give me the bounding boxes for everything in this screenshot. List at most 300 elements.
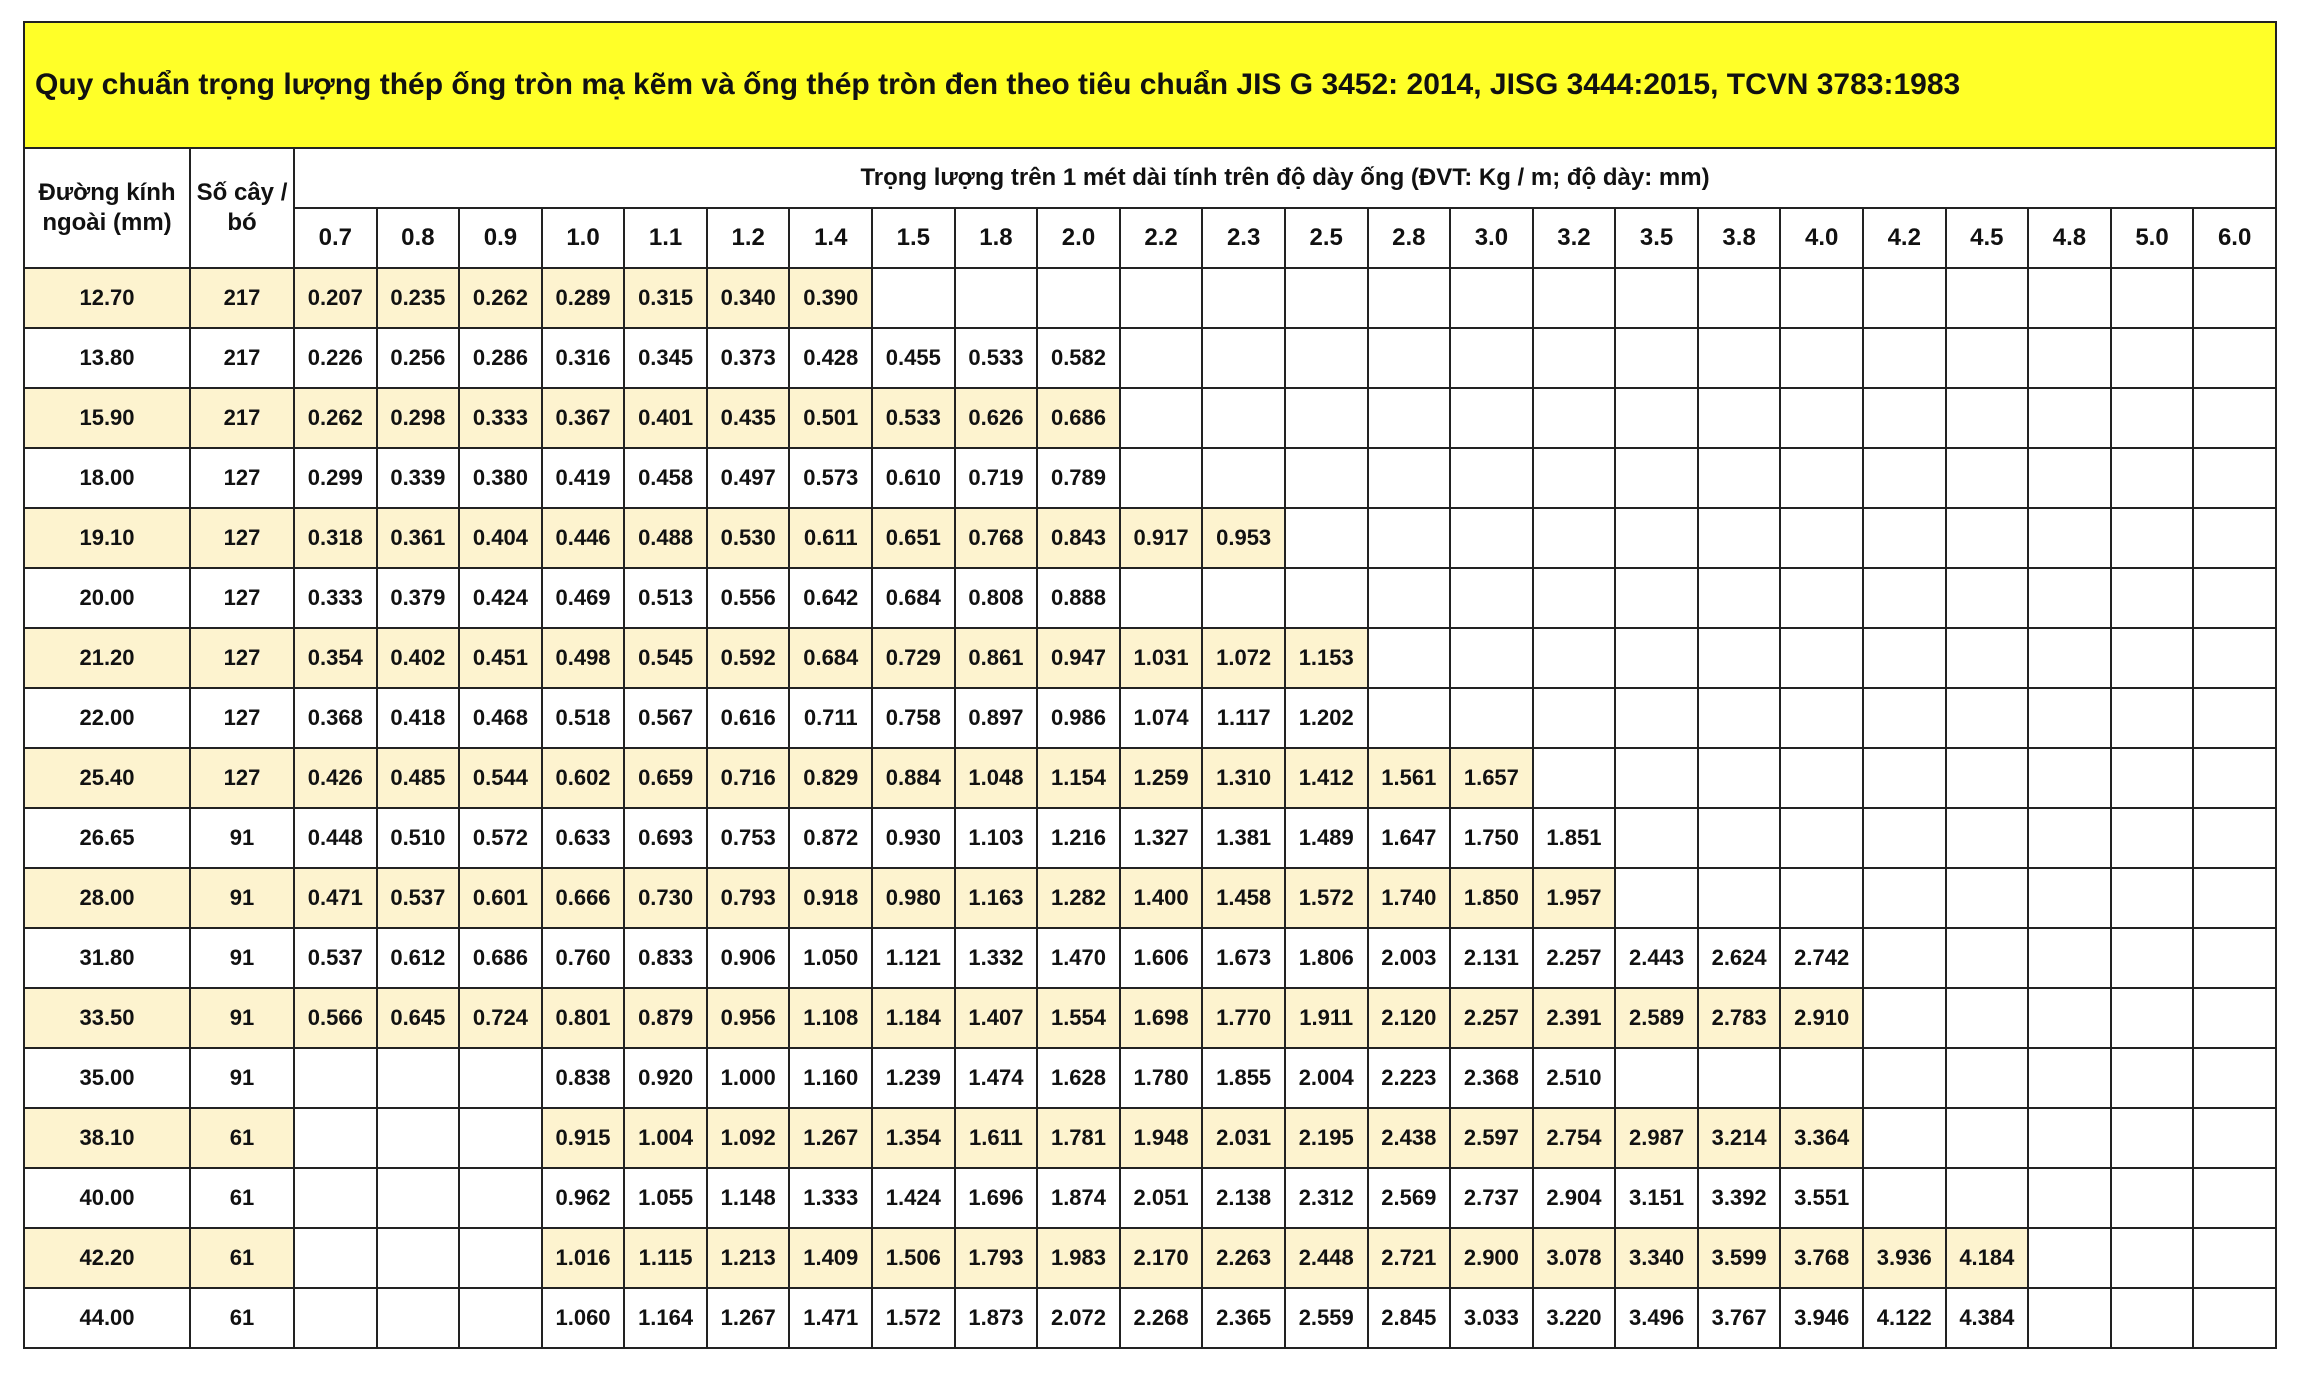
weight-cell xyxy=(1780,868,1863,928)
pieces-per-bundle-cell: 127 xyxy=(190,748,294,808)
header-pieces-per-bundle: Số cây / bó xyxy=(190,148,294,268)
weight-cell: 3.214 xyxy=(1698,1108,1781,1168)
weight-cell xyxy=(1780,328,1863,388)
weight-cell xyxy=(1946,448,2029,508)
weight-cell: 1.412 xyxy=(1285,748,1368,808)
weight-cell xyxy=(2193,388,2276,448)
weight-cell xyxy=(1698,388,1781,448)
weight-cell: 2.131 xyxy=(1450,928,1533,988)
weight-cell: 0.884 xyxy=(872,748,955,808)
table-row xyxy=(24,808,2276,868)
outer-diameter-cell: 18.00 xyxy=(24,448,190,508)
weight-cell xyxy=(2111,628,2194,688)
weight-cell: 3.946 xyxy=(1780,1288,1863,1348)
weight-cell: 0.446 xyxy=(542,508,625,568)
weight-cell: 1.381 xyxy=(1202,808,1285,868)
weight-cell xyxy=(1698,568,1781,628)
weight-cell: 0.808 xyxy=(955,568,1038,628)
weight-cell: 1.031 xyxy=(1120,628,1203,688)
thickness-header-cell: 2.5 xyxy=(1285,208,1368,268)
weight-cell xyxy=(2193,628,2276,688)
table-row xyxy=(24,1048,2276,1108)
weight-cell: 0.537 xyxy=(377,868,460,928)
weight-cell: 1.239 xyxy=(872,1048,955,1108)
weight-cell: 4.184 xyxy=(1946,1228,2029,1288)
weight-cell: 0.556 xyxy=(707,568,790,628)
weight-cell xyxy=(2111,1048,2194,1108)
weight-cell: 1.983 xyxy=(1037,1228,1120,1288)
weight-cell: 1.770 xyxy=(1202,988,1285,1048)
weight-cell xyxy=(1037,268,1120,328)
weight-cell: 1.184 xyxy=(872,988,955,1048)
weight-cell xyxy=(1698,748,1781,808)
weight-cell xyxy=(1946,808,2029,868)
weight-cell: 1.572 xyxy=(1285,868,1368,928)
table-row xyxy=(24,268,2276,328)
outer-diameter-cell: 19.10 xyxy=(24,508,190,568)
weight-cell: 3.364 xyxy=(1780,1108,1863,1168)
weight-cell xyxy=(1863,928,1946,988)
weight-table-sheet xyxy=(23,21,2277,1349)
pieces-per-bundle-cell: 91 xyxy=(190,928,294,988)
weight-cell: 0.390 xyxy=(789,268,872,328)
weight-cell: 1.489 xyxy=(1285,808,1368,868)
weight-cell: 2.138 xyxy=(1202,1168,1285,1228)
weight-cell: 2.737 xyxy=(1450,1168,1533,1228)
weight-cell xyxy=(2028,568,2111,628)
weight-cell: 2.257 xyxy=(1450,988,1533,1048)
weight-cell xyxy=(2111,928,2194,988)
weight-cell xyxy=(1368,688,1451,748)
weight-cell: 0.262 xyxy=(459,268,542,328)
pieces-per-bundle-cell: 61 xyxy=(190,1168,294,1228)
weight-cell xyxy=(1615,388,1698,448)
weight-cell: 1.911 xyxy=(1285,988,1368,1048)
weight-cell: 0.602 xyxy=(542,748,625,808)
weight-cell: 1.647 xyxy=(1368,808,1451,868)
weight-cell: 0.768 xyxy=(955,508,1038,568)
thickness-header-cell: 1.0 xyxy=(542,208,625,268)
weight-cell: 0.451 xyxy=(459,628,542,688)
weight-cell xyxy=(459,1288,542,1348)
weight-cell xyxy=(1202,268,1285,328)
outer-diameter-cell: 28.00 xyxy=(24,868,190,928)
weight-cell xyxy=(1450,328,1533,388)
weight-cell: 1.327 xyxy=(1120,808,1203,868)
thickness-header-cell: 2.8 xyxy=(1368,208,1451,268)
weight-cell xyxy=(1120,328,1203,388)
weight-cell xyxy=(459,1168,542,1228)
weight-cell xyxy=(2193,568,2276,628)
table-row xyxy=(24,328,2276,388)
weight-cell xyxy=(2111,568,2194,628)
weight-cell xyxy=(1780,448,1863,508)
weight-cell: 2.624 xyxy=(1698,928,1781,988)
weight-cell: 2.263 xyxy=(1202,1228,1285,1288)
weight-cell: 1.310 xyxy=(1202,748,1285,808)
weight-cell xyxy=(1615,328,1698,388)
weight-cell: 0.361 xyxy=(377,508,460,568)
weight-cell: 1.957 xyxy=(1533,868,1616,928)
weight-cell xyxy=(2193,1108,2276,1168)
weight-cell: 0.793 xyxy=(707,868,790,928)
weight-cell: 2.170 xyxy=(1120,1228,1203,1288)
table-row xyxy=(24,1108,2276,1168)
weight-cell xyxy=(1863,628,1946,688)
weight-cell: 1.354 xyxy=(872,1108,955,1168)
weight-cell: 1.780 xyxy=(1120,1048,1203,1108)
weight-cell: 3.033 xyxy=(1450,1288,1533,1348)
weight-cell xyxy=(2193,1048,2276,1108)
weight-cell: 2.783 xyxy=(1698,988,1781,1048)
weight-cell: 0.448 xyxy=(294,808,377,868)
weight-cell xyxy=(1780,628,1863,688)
weight-cell xyxy=(1698,508,1781,568)
weight-cell xyxy=(2028,1108,2111,1168)
weight-cell xyxy=(2028,388,2111,448)
thickness-header-cell: 1.8 xyxy=(955,208,1038,268)
weight-cell: 0.716 xyxy=(707,748,790,808)
weight-cell: 0.340 xyxy=(707,268,790,328)
thickness-header-cell: 3.0 xyxy=(1450,208,1533,268)
weight-cell xyxy=(1946,868,2029,928)
weight-cell: 0.686 xyxy=(1037,388,1120,448)
weight-cell: 1.163 xyxy=(955,868,1038,928)
thickness-header-cell: 3.2 xyxy=(1533,208,1616,268)
weight-cell xyxy=(2193,1168,2276,1228)
weight-cell xyxy=(1285,508,1368,568)
weight-cell xyxy=(1946,748,2029,808)
pieces-per-bundle-cell: 61 xyxy=(190,1228,294,1288)
weight-cell: 0.719 xyxy=(955,448,1038,508)
weight-cell: 0.833 xyxy=(624,928,707,988)
weight-cell: 0.642 xyxy=(789,568,872,628)
weight-cell xyxy=(1863,568,1946,628)
weight-cell xyxy=(1202,388,1285,448)
weight-cell: 0.838 xyxy=(542,1048,625,1108)
weight-cell: 0.501 xyxy=(789,388,872,448)
weight-cell: 1.048 xyxy=(955,748,1038,808)
weight-cell: 1.332 xyxy=(955,928,1038,988)
weight-cell xyxy=(2028,448,2111,508)
weight-cell xyxy=(2193,328,2276,388)
weight-cell: 2.900 xyxy=(1450,1228,1533,1288)
weight-cell: 0.918 xyxy=(789,868,872,928)
thickness-header-cell: 3.5 xyxy=(1615,208,1698,268)
weight-cell xyxy=(1368,568,1451,628)
weight-cell xyxy=(2028,328,2111,388)
weight-cell xyxy=(1946,388,2029,448)
weight-cell xyxy=(1202,328,1285,388)
weight-cell xyxy=(2193,1228,2276,1288)
outer-diameter-cell: 31.80 xyxy=(24,928,190,988)
weight-cell xyxy=(1863,1048,1946,1108)
weight-cell xyxy=(2193,688,2276,748)
weight-cell: 1.561 xyxy=(1368,748,1451,808)
weight-cell: 0.626 xyxy=(955,388,1038,448)
weight-cell xyxy=(955,268,1038,328)
weight-cell: 1.458 xyxy=(1202,868,1285,928)
weight-cell: 0.226 xyxy=(294,328,377,388)
weight-cell xyxy=(2028,748,2111,808)
weight-cell xyxy=(2028,1228,2111,1288)
weight-cell xyxy=(377,1108,460,1168)
weight-cell: 0.956 xyxy=(707,988,790,1048)
weight-cell xyxy=(2111,508,2194,568)
weight-cell xyxy=(294,1048,377,1108)
weight-cell: 0.789 xyxy=(1037,448,1120,508)
weight-cell: 0.753 xyxy=(707,808,790,868)
weight-cell: 0.235 xyxy=(377,268,460,328)
weight-cell: 2.195 xyxy=(1285,1108,1368,1168)
weight-cell xyxy=(1533,508,1616,568)
weight-cell: 0.333 xyxy=(459,388,542,448)
outer-diameter-cell: 15.90 xyxy=(24,388,190,448)
weight-cell: 0.920 xyxy=(624,1048,707,1108)
weight-cell: 0.582 xyxy=(1037,328,1120,388)
weight-cell: 0.947 xyxy=(1037,628,1120,688)
weight-cell xyxy=(1780,388,1863,448)
weight-cell: 0.426 xyxy=(294,748,377,808)
weight-cell xyxy=(1698,328,1781,388)
weight-cell: 2.742 xyxy=(1780,928,1863,988)
weight-cell xyxy=(1698,868,1781,928)
weight-cell xyxy=(2111,868,2194,928)
weight-cell: 0.573 xyxy=(789,448,872,508)
weight-cell: 0.262 xyxy=(294,388,377,448)
weight-cell xyxy=(2111,1228,2194,1288)
weight-cell: 0.611 xyxy=(789,508,872,568)
weight-cell: 3.767 xyxy=(1698,1288,1781,1348)
weight-cell xyxy=(1698,628,1781,688)
weight-cell xyxy=(1450,568,1533,628)
weight-cell: 4.122 xyxy=(1863,1288,1946,1348)
weight-cell xyxy=(2111,448,2194,508)
weight-cell: 0.513 xyxy=(624,568,707,628)
weight-cell: 1.259 xyxy=(1120,748,1203,808)
pieces-per-bundle-cell: 91 xyxy=(190,808,294,868)
weight-cell: 3.551 xyxy=(1780,1168,1863,1228)
weight-cell: 0.829 xyxy=(789,748,872,808)
weight-cell: 0.339 xyxy=(377,448,460,508)
weight-cell xyxy=(2028,688,2111,748)
weight-cell xyxy=(1615,1048,1698,1108)
weight-cell xyxy=(1285,388,1368,448)
weight-cell xyxy=(1863,388,1946,448)
weight-cell: 1.164 xyxy=(624,1288,707,1348)
weight-cell xyxy=(377,1048,460,1108)
weight-cell xyxy=(459,1048,542,1108)
weight-cell: 2.257 xyxy=(1533,928,1616,988)
weight-cell: 0.379 xyxy=(377,568,460,628)
weight-cell: 0.758 xyxy=(872,688,955,748)
weight-cell: 1.409 xyxy=(789,1228,872,1288)
weight-cell xyxy=(2193,448,2276,508)
weight-cell xyxy=(1780,808,1863,868)
weight-cell: 0.497 xyxy=(707,448,790,508)
table-row xyxy=(24,1228,2276,1288)
weight-cell: 0.612 xyxy=(377,928,460,988)
weight-cell xyxy=(1450,508,1533,568)
weight-cell xyxy=(1863,868,1946,928)
weight-cell: 2.910 xyxy=(1780,988,1863,1048)
weight-cell: 1.060 xyxy=(542,1288,625,1348)
table-row xyxy=(24,388,2276,448)
weight-cell xyxy=(1780,748,1863,808)
thickness-header-cell: 5.0 xyxy=(2111,208,2194,268)
weight-cell xyxy=(2193,868,2276,928)
weight-cell xyxy=(2111,1168,2194,1228)
weight-cell xyxy=(1780,508,1863,568)
pieces-per-bundle-cell: 127 xyxy=(190,628,294,688)
weight-cell: 1.103 xyxy=(955,808,1038,868)
thickness-header-cell: 0.8 xyxy=(377,208,460,268)
weight-cell: 0.498 xyxy=(542,628,625,688)
table-row xyxy=(24,748,2276,808)
weight-cell: 0.566 xyxy=(294,988,377,1048)
pieces-per-bundle-cell: 61 xyxy=(190,1108,294,1168)
weight-cell: 0.428 xyxy=(789,328,872,388)
weight-cell xyxy=(1202,568,1285,628)
weight-cell: 1.572 xyxy=(872,1288,955,1348)
weight-cell xyxy=(2111,688,2194,748)
weight-cell xyxy=(1946,988,2029,1048)
weight-cell: 1.400 xyxy=(1120,868,1203,928)
weight-cell: 2.987 xyxy=(1615,1108,1698,1168)
weight-cell: 0.469 xyxy=(542,568,625,628)
weight-cell xyxy=(1863,808,1946,868)
weight-cell: 1.851 xyxy=(1533,808,1616,868)
weight-cell: 0.373 xyxy=(707,328,790,388)
weight-cell: 1.160 xyxy=(789,1048,872,1108)
weight-cell xyxy=(1615,268,1698,328)
weight-cell: 2.368 xyxy=(1450,1048,1533,1108)
weight-cell: 2.312 xyxy=(1285,1168,1368,1228)
weight-cell xyxy=(1863,688,1946,748)
weight-cell: 0.345 xyxy=(624,328,707,388)
weight-cell xyxy=(1780,688,1863,748)
pieces-per-bundle-cell: 91 xyxy=(190,868,294,928)
weight-cell: 0.930 xyxy=(872,808,955,868)
table-row xyxy=(24,868,2276,928)
weight-cell: 0.651 xyxy=(872,508,955,568)
weight-cell xyxy=(377,1168,460,1228)
weight-cell xyxy=(2028,268,2111,328)
weight-cell xyxy=(2028,928,2111,988)
weight-cell xyxy=(2111,388,2194,448)
weight-cell: 1.202 xyxy=(1285,688,1368,748)
weight-cell: 0.592 xyxy=(707,628,790,688)
weight-cell xyxy=(2028,988,2111,1048)
table-row xyxy=(24,1168,2276,1228)
outer-diameter-cell: 33.50 xyxy=(24,988,190,1048)
weight-cell: 1.216 xyxy=(1037,808,1120,868)
weight-cell: 1.072 xyxy=(1202,628,1285,688)
weight-cell: 0.419 xyxy=(542,448,625,508)
weight-cell xyxy=(1780,1048,1863,1108)
weight-cell xyxy=(1615,748,1698,808)
weight-cell: 0.318 xyxy=(294,508,377,568)
thickness-header-cell: 4.8 xyxy=(2028,208,2111,268)
weight-cell: 0.471 xyxy=(294,868,377,928)
weight-cell xyxy=(2028,1168,2111,1228)
weight-cell: 2.268 xyxy=(1120,1288,1203,1348)
outer-diameter-cell: 38.10 xyxy=(24,1108,190,1168)
weight-cell: 1.092 xyxy=(707,1108,790,1168)
weight-cell: 0.256 xyxy=(377,328,460,388)
weight-cell: 0.888 xyxy=(1037,568,1120,628)
weight-cell xyxy=(1863,508,1946,568)
weight-cell xyxy=(1863,988,1946,1048)
weight-cell xyxy=(2193,928,2276,988)
weight-cell: 2.004 xyxy=(1285,1048,1368,1108)
weight-cell: 1.000 xyxy=(707,1048,790,1108)
weight-cell xyxy=(1780,268,1863,328)
weight-cell: 4.384 xyxy=(1946,1288,2029,1348)
weight-cell: 0.533 xyxy=(872,388,955,448)
pieces-per-bundle-cell: 127 xyxy=(190,688,294,748)
weight-cell xyxy=(294,1228,377,1288)
table-row xyxy=(24,928,2276,988)
weight-cell: 0.368 xyxy=(294,688,377,748)
weight-cell: 1.407 xyxy=(955,988,1038,1048)
weight-cell: 0.537 xyxy=(294,928,377,988)
weight-cell: 2.721 xyxy=(1368,1228,1451,1288)
weight-cell: 0.801 xyxy=(542,988,625,1048)
thickness-header-cell: 6.0 xyxy=(2193,208,2276,268)
weight-cell: 2.510 xyxy=(1533,1048,1616,1108)
weight-cell: 0.315 xyxy=(624,268,707,328)
weight-cell: 0.861 xyxy=(955,628,1038,688)
weight-cell: 0.468 xyxy=(459,688,542,748)
weight-cell xyxy=(2028,808,2111,868)
pieces-per-bundle-cell: 217 xyxy=(190,268,294,328)
weight-cell: 1.855 xyxy=(1202,1048,1285,1108)
weight-cell: 0.986 xyxy=(1037,688,1120,748)
weight-cell: 0.686 xyxy=(459,928,542,988)
weight-cell xyxy=(1615,628,1698,688)
weight-cell xyxy=(2111,1108,2194,1168)
thickness-header-cell: 4.5 xyxy=(1946,208,2029,268)
weight-cell: 0.510 xyxy=(377,808,460,868)
weight-cell xyxy=(1450,688,1533,748)
weight-cell: 0.424 xyxy=(459,568,542,628)
weight-cell: 0.567 xyxy=(624,688,707,748)
weight-cell xyxy=(2111,808,2194,868)
weight-cell xyxy=(1533,628,1616,688)
thickness-header-cell: 0.9 xyxy=(459,208,542,268)
weight-cell xyxy=(1946,328,2029,388)
weight-cell: 0.659 xyxy=(624,748,707,808)
weight-cell: 1.108 xyxy=(789,988,872,1048)
weight-cell: 0.418 xyxy=(377,688,460,748)
weight-cell: 1.740 xyxy=(1368,868,1451,928)
pieces-per-bundle-cell: 91 xyxy=(190,1048,294,1108)
outer-diameter-cell: 42.20 xyxy=(24,1228,190,1288)
thickness-header-cell: 2.2 xyxy=(1120,208,1203,268)
weight-cell: 2.003 xyxy=(1368,928,1451,988)
weight-cell xyxy=(1368,328,1451,388)
weight-cell: 0.711 xyxy=(789,688,872,748)
outer-diameter-cell: 22.00 xyxy=(24,688,190,748)
table-header xyxy=(24,148,2276,268)
weight-cell: 2.754 xyxy=(1533,1108,1616,1168)
weight-cell: 0.404 xyxy=(459,508,542,568)
outer-diameter-cell: 13.80 xyxy=(24,328,190,388)
table-row xyxy=(24,508,2276,568)
weight-cell: 0.402 xyxy=(377,628,460,688)
weight-cell: 1.606 xyxy=(1120,928,1203,988)
